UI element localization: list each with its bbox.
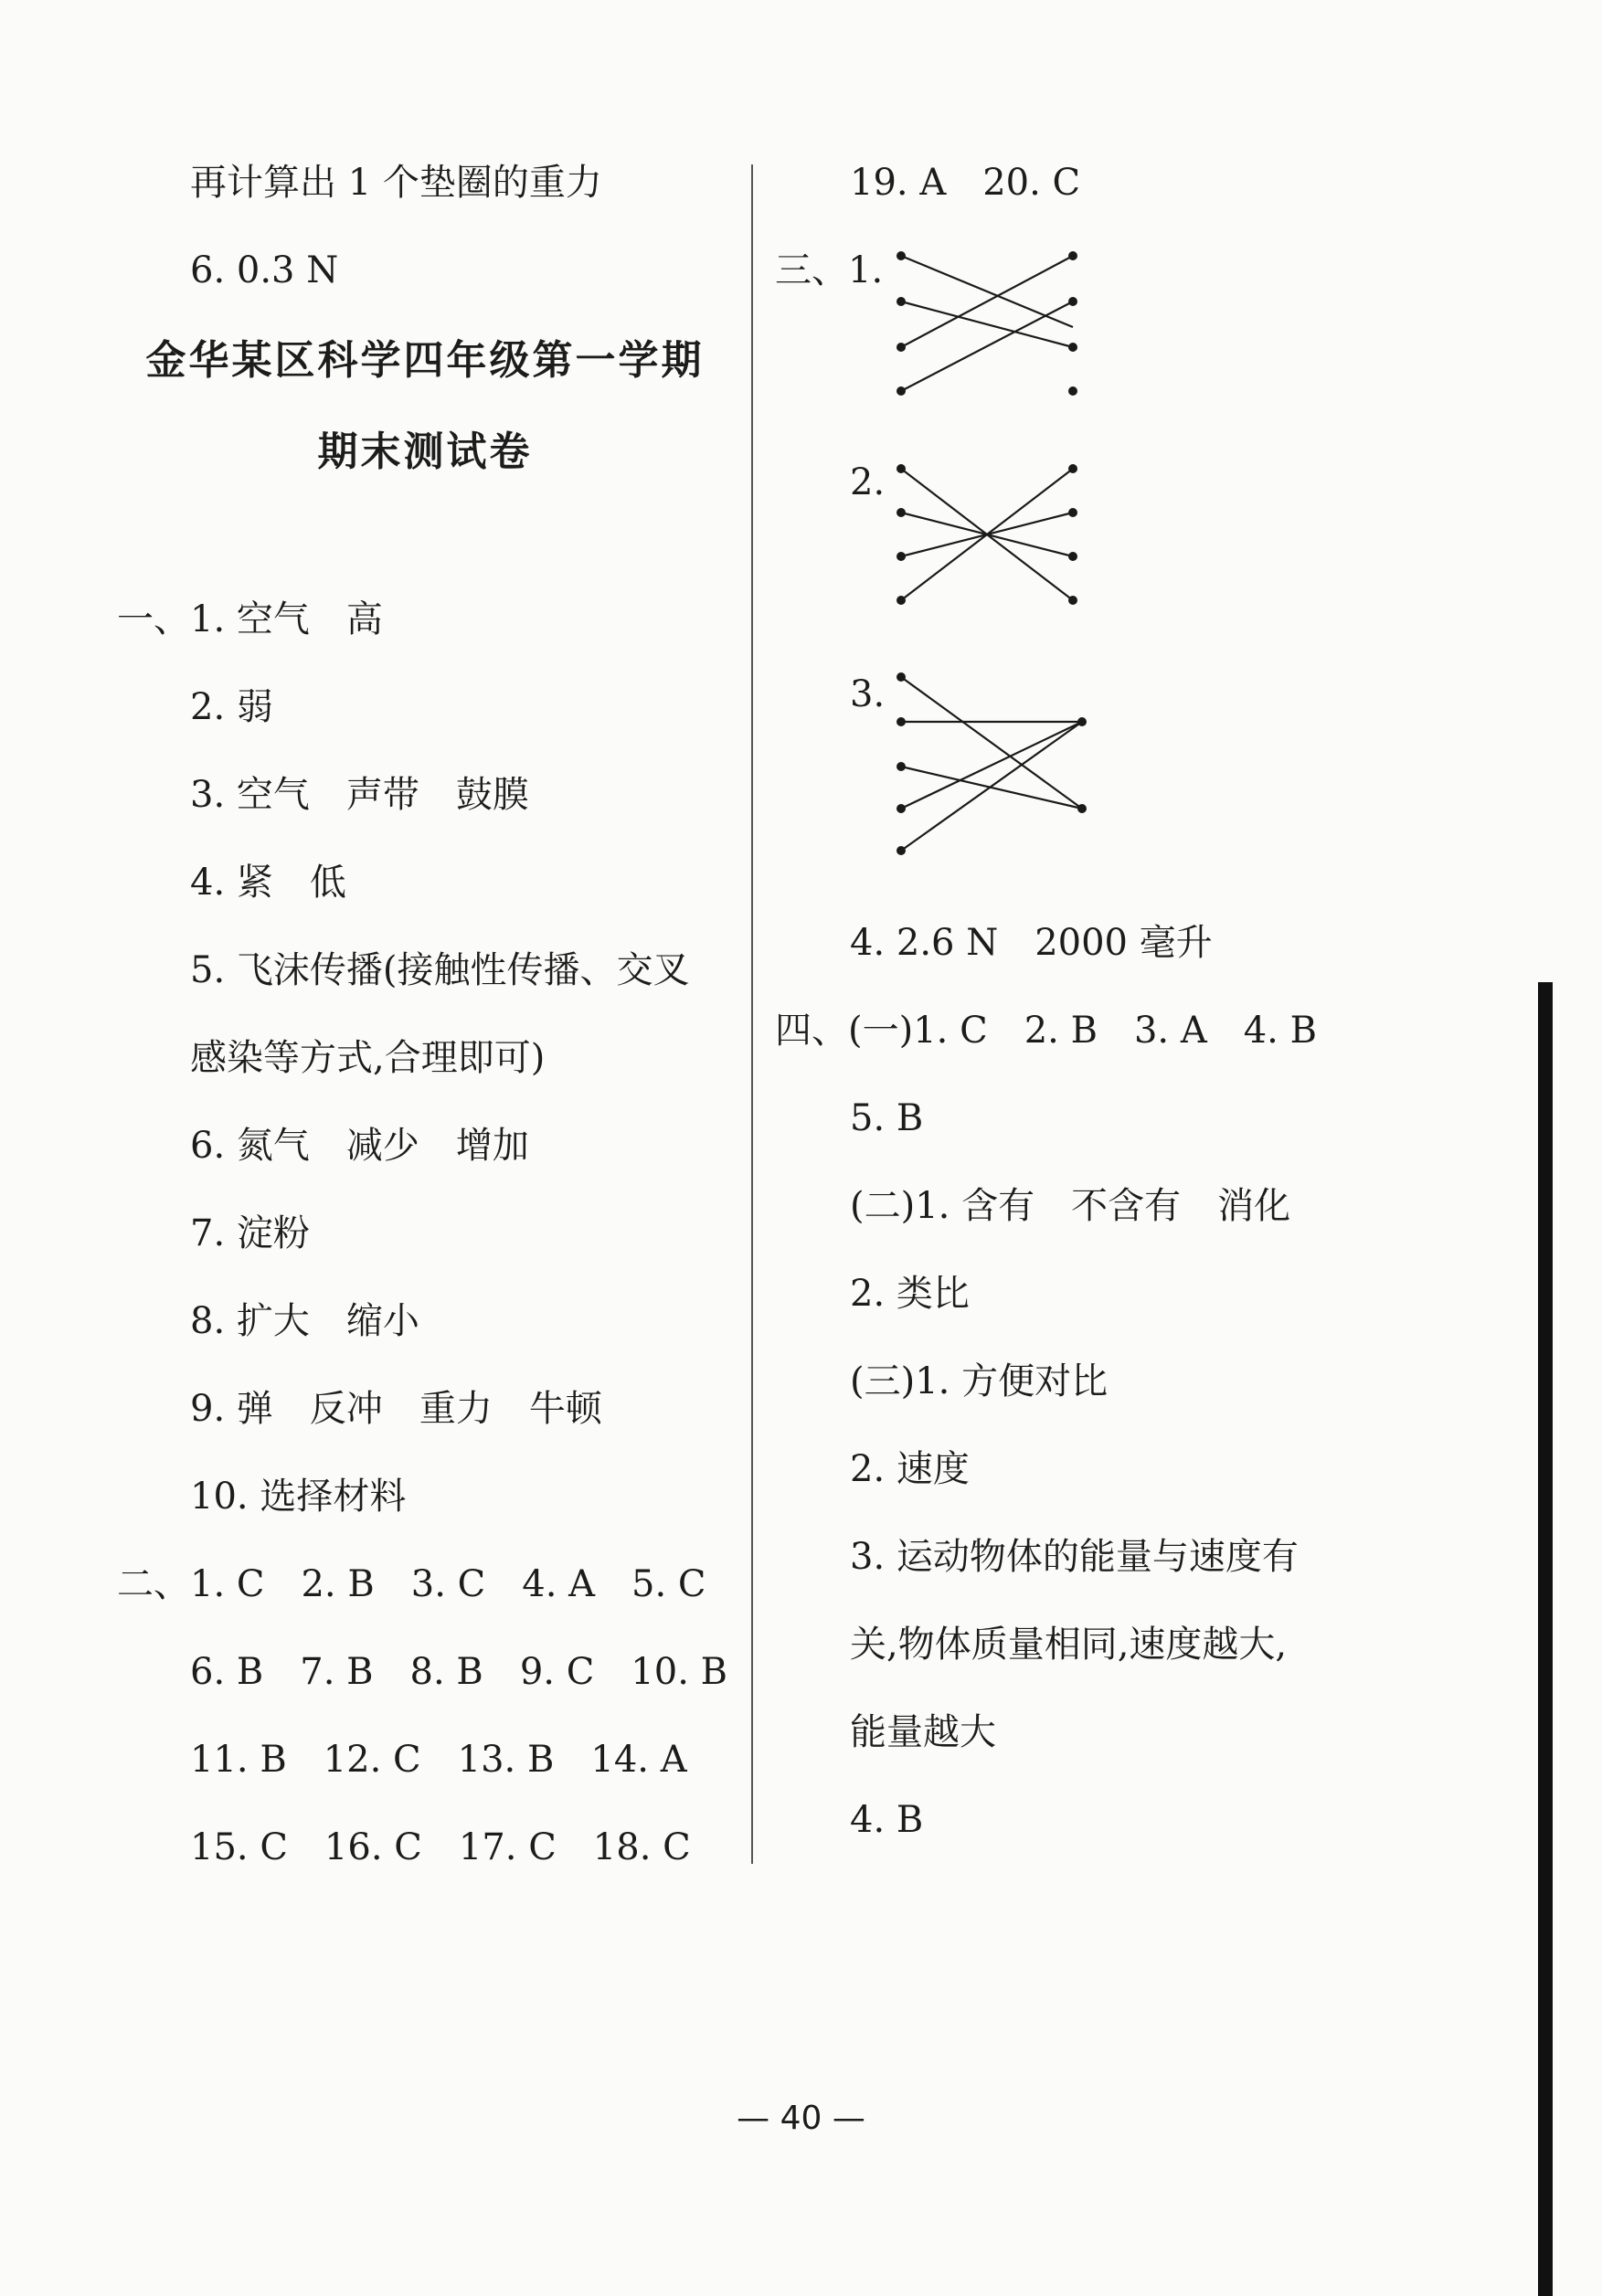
answer-line: 3. 空气 声带 鼓膜 [190,774,529,816]
scan-edge-shadow [1538,982,1553,2296]
answer-line: (二)1. 含有 不含有 消化 [850,1185,1291,1227]
answer-line: 9. 弹 反冲 重力 牛顿 [190,1388,602,1430]
answer-line: 一、1. 空气 高 [117,598,383,640]
answer-line: 10. 选择材料 [190,1476,407,1518]
column-divider [751,164,753,1864]
answer-line: 2. 弱 [190,686,273,728]
answer-line: 3. 运动物体的能量与速度有 [850,1536,1299,1578]
answer-line: 4. 紧 低 [190,862,346,904]
answer-line: 4. B [850,1799,924,1841]
match-label-3: 3. [850,673,886,715]
answer-line: 2. 类比 [850,1273,970,1315]
answer-line: 5. B [850,1097,924,1139]
answer-line: 8. 扩大 缩小 [190,1300,419,1342]
answer-line: 二、1. C 2. B 3. C 4. A 5. C [117,1563,706,1605]
answer-line: 6. 氮气 减少 增加 [190,1125,529,1167]
left-top-line-2: 6. 0.3 N [190,249,339,291]
matching-diagram-2 [896,461,1078,608]
page-number: — 40 — [737,2100,865,2137]
answer-line: 11. B 12. C 13. B 14. A [190,1739,687,1781]
answer-line: 5. 飞沫传播(接触性传播、交叉 [190,949,690,991]
left-top-line-1: 再计算出 1 个垫圈的重力 [190,162,602,204]
answer-line: 15. C 16. C 17. C 18. C [190,1826,691,1868]
answer-line: 四、(一)1. C 2. B 3. A 4. B [775,1010,1318,1052]
answer-line: 能量越大 [850,1711,996,1753]
answer-line: 2. 速度 [850,1448,970,1490]
answer-line: 感染等方式,合理即可) [190,1037,546,1079]
answer-line: 7. 淀粉 [190,1212,310,1254]
exam-title-line-1: 金华某区科学四年级第一学期 [145,337,705,384]
answer-line: 19. A 20. C [850,162,1081,204]
answer-line: 关,物体质量相同,速度越大, [850,1624,1288,1666]
match-label-2: 2. [850,461,886,503]
answer-line: 6. B 7. B 8. B 9. C 10. B [190,1651,728,1693]
matching-diagram-3 [896,672,1087,854]
answer-line: 4. 2.6 N 2000 毫升 [850,922,1213,964]
exam-title-line-2: 期末测试卷 [317,429,533,475]
match-label-1: 三、1. [775,249,884,291]
answer-line: (三)1. 方便对比 [850,1360,1109,1402]
matching-diagram-1 [896,247,1078,402]
